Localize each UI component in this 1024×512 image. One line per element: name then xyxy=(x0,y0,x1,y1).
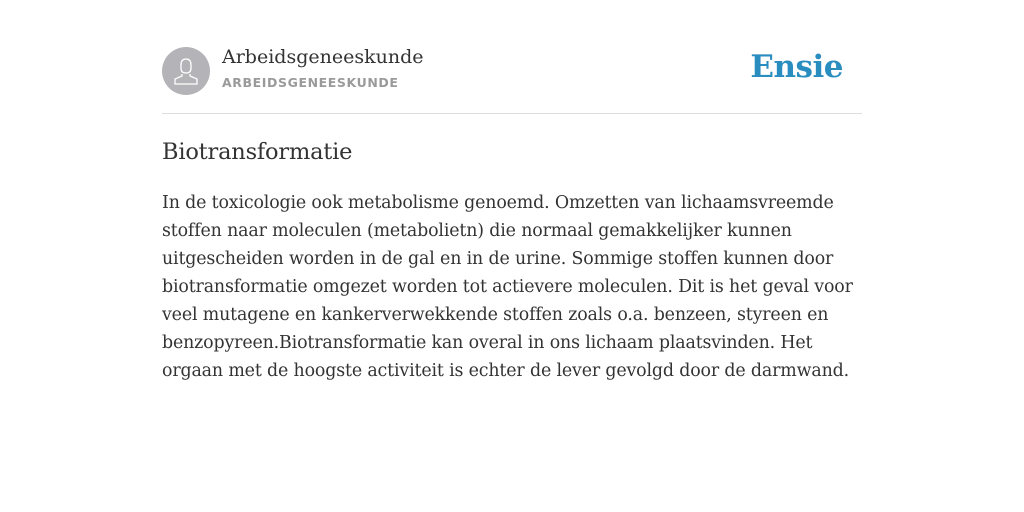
entry-card xyxy=(162,44,862,385)
page-title: Biotransformatie xyxy=(162,139,353,165)
user-icon xyxy=(171,56,201,86)
author-name[interactable]: Arbeidsgeneeskunde xyxy=(222,46,424,68)
avatar[interactable] xyxy=(162,47,210,95)
ensie-logo[interactable]: Ensie xyxy=(750,49,843,85)
entry-description: In de toxicologie ook metabolisme genoemd. Omzetten van lichaamsvreemde stoffen naar moleculen (metabolietn) die normaal gemakkelijker kunnen uitgescheiden worden in de gal en in de urine. Sommige stoffen kunnen door biotransformatie omgezet worden tot actievere moleculen. Dit is het geval voor veel mutagene en kankerverwekkende stoffen zoals o.a. benzeen, styreen en benzopyreen.Biotransformatie kan overal in ons lichaam plaatsvinden. Het orgaan met de hoogste activiteit is echter de lever gevolgd door de darmwand. xyxy=(162,193,853,381)
entry-header xyxy=(162,44,862,114)
category-label[interactable]: ARBEIDSGENEESKUNDE xyxy=(222,75,399,90)
